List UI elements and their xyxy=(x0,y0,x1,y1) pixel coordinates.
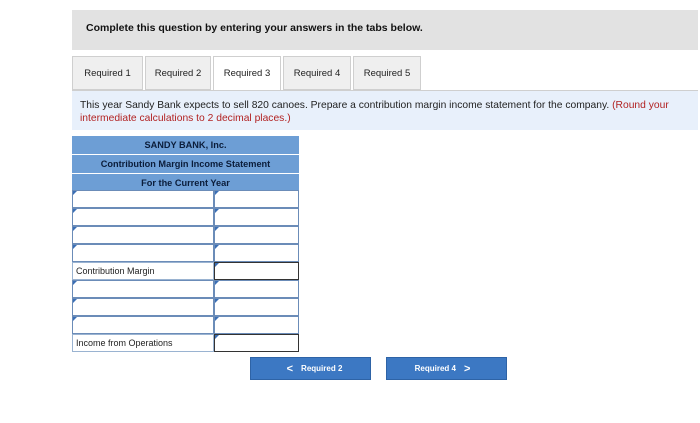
statement-row xyxy=(72,298,299,316)
line-item-select[interactable] xyxy=(72,226,214,244)
statement-row xyxy=(72,280,299,298)
amount-input[interactable] xyxy=(214,316,299,334)
income-from-operations-input[interactable] xyxy=(214,334,299,352)
next-required-label: Required 4 xyxy=(414,364,456,373)
instruction-header xyxy=(72,10,698,50)
line-item-select[interactable] xyxy=(72,280,214,298)
question-text: This year Sandy Bank expects to sell 820 canoes. Prepare a contribution margin income statement for the company. xyxy=(80,100,610,111)
prev-required-label: Required 2 xyxy=(301,364,343,373)
income-row xyxy=(72,334,299,352)
statement-row xyxy=(72,226,299,244)
statement-row xyxy=(72,190,299,208)
prev-required-button[interactable] xyxy=(250,357,371,380)
amount-input[interactable] xyxy=(214,226,299,244)
statement-title: Contribution Margin Income Statement xyxy=(72,155,299,174)
income-statement xyxy=(72,136,299,348)
income-from-operations-label: Income from Operations xyxy=(72,334,214,352)
amount-input[interactable] xyxy=(214,280,299,298)
tab-required-5[interactable]: Required 5 xyxy=(353,56,421,90)
tab-required-3[interactable]: Required 3 xyxy=(213,56,281,91)
contribution-margin-row xyxy=(72,262,299,280)
question-panel xyxy=(72,90,698,130)
contribution-margin-input[interactable] xyxy=(214,262,299,280)
instruction-text: Complete this question by entering your answers in the tabs below. xyxy=(86,22,423,34)
statement-company: SANDY BANK, Inc. xyxy=(72,136,299,155)
statement-period: For the Current Year xyxy=(72,174,299,193)
line-item-select[interactable] xyxy=(72,316,214,334)
chevron-right-icon: > xyxy=(463,362,471,375)
tab-required-4[interactable]: Required 4 xyxy=(283,56,351,90)
contribution-margin-label: Contribution Margin xyxy=(72,262,214,280)
line-item-select[interactable] xyxy=(72,298,214,316)
line-item-select[interactable] xyxy=(72,244,214,262)
statement-row xyxy=(72,316,299,334)
rounding-hint: (Round your intermediate calculations to 2 decimal places.) xyxy=(80,100,669,124)
tab-required-1[interactable]: Required 1 xyxy=(72,56,143,90)
amount-input[interactable] xyxy=(214,208,299,226)
tab-required-2[interactable]: Required 2 xyxy=(145,56,211,90)
statement-row xyxy=(72,244,299,262)
line-item-select[interactable] xyxy=(72,190,214,208)
chevron-left-icon: < xyxy=(286,362,294,375)
amount-input[interactable] xyxy=(214,244,299,262)
amount-input[interactable] xyxy=(214,190,299,208)
next-required-button[interactable] xyxy=(386,357,507,380)
line-item-select[interactable] xyxy=(72,208,214,226)
statement-row xyxy=(72,208,299,226)
amount-input[interactable] xyxy=(214,298,299,316)
